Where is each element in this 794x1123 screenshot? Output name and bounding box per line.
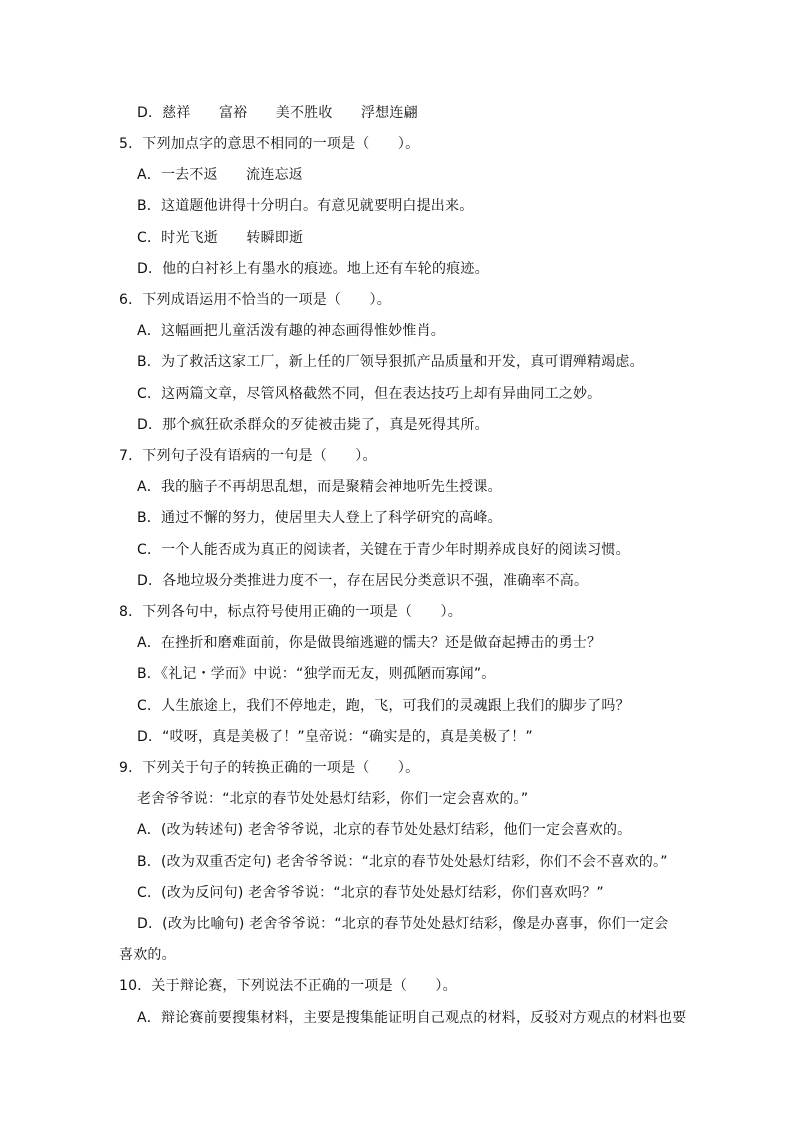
q5-option-b: B．这道题他讲得十分明白。有意见就要明白提出来。: [137, 198, 474, 214]
q10-option-a: A．辩论赛前要搜集材料，主要是搜集能证明自己观点的材料，反驳对方观点的材料也要: [137, 1010, 687, 1026]
q6-option-c: C．这两篇文章，尽管风格截然不同，但在表达技巧上却有异曲同工之妙。: [137, 386, 602, 402]
q7-option-d: D．各地垃圾分类推进力度不一，存在居民分类意识不强，准确率不高。: [137, 573, 589, 589]
question-6: 6．下列成语运用不恰当的一项是（ ）。: [119, 292, 391, 308]
q7-option-c: C．一个人能否成为真正的阅读者，关键在于青少年时期养成良好的阅读习惯。: [137, 542, 630, 558]
q5-option-d: D．他的白衬衫上有墨水的痕迹。地上还有车轮的痕迹。: [137, 261, 489, 277]
question-7: 7．下列句子没有语病的一句是（ ）。: [119, 448, 377, 464]
q8-option-a: A．在挫折和磨难面前，你是做畏缩逃避的懦夫？还是做奋起搏击的勇士？: [137, 635, 602, 651]
q5-option-a: A．一去不返 流连忘返: [137, 167, 303, 183]
q6-option-d: D．那个疯狂砍杀群众的歹徒被击毙了，真是死得其所。: [137, 417, 489, 433]
question-9: 9．下列关于句子的转换正确的一项是（ ）。: [119, 760, 420, 776]
q9-option-a: A．(改为转述句) 老舍爷爷说，北京的春节处处悬灯结彩，他们一定会喜欢的。: [137, 822, 632, 838]
q9-option-c: C．(改为反问句) 老舍爷爷说：“北京的春节处处悬灯结彩，你们喜欢吗？”: [137, 885, 604, 901]
q9-option-b: B．(改为双重否定句) 老舍爷爷说：“北京的春节处处悬灯结彩，你们不会不喜欢的。”: [137, 854, 668, 870]
q9-option-d: D．(改为比喻句) 老舍爷爷说：“北京的春节处处悬灯结彩，像是办喜事，你们一定会: [137, 916, 669, 932]
question-10: 10．关于辩论赛，下列说法不正确的一项是（ ）。: [119, 978, 457, 994]
q5-option-c: C．时光飞逝 转瞬即逝: [137, 230, 304, 246]
q8-option-d: D．“哎呀，真是美极了！”皇帝说：“确实是的，真是美极了！”: [137, 729, 533, 745]
q4-option-d: D．慈祥 富裕 美不胜收 浮想连翩: [137, 105, 418, 121]
q6-option-b: B．为了救活这家工厂，新上任的厂领导狠抓产品质量和开发，真可谓殚精竭虑。: [137, 354, 644, 370]
q8-option-c: C．人生旅途上，我们不停地走，跑，飞，可我们的灵魂跟上我们的脚步了吗？: [137, 698, 630, 714]
q9-stem-sentence: 老舍爷爷说：“北京的春节处处悬灯结彩，你们一定会喜欢的。”: [137, 791, 529, 807]
q7-option-a: A．我的脑子不再胡思乱想，而是聚精会神地听先生授课。: [137, 479, 502, 495]
question-8: 8．下列各句中，标点符号使用正确的一项是（ ）。: [119, 604, 462, 620]
q6-option-a: A．这幅画把儿童活泼有趣的神态画得惟妙惟肖。: [137, 323, 445, 339]
q7-option-b: B．通过不懈的努力，使居里夫人登上了科学研究的高峰。: [137, 510, 502, 526]
q9-option-d-continued: 喜欢的。: [119, 947, 176, 963]
q8-option-b: B．《礼记・学而》中说：“独学而无友，则孤陋而寡闻”。: [137, 666, 496, 682]
question-5: 5．下列加点字的意思不相同的一项是（ ）。: [119, 136, 420, 152]
